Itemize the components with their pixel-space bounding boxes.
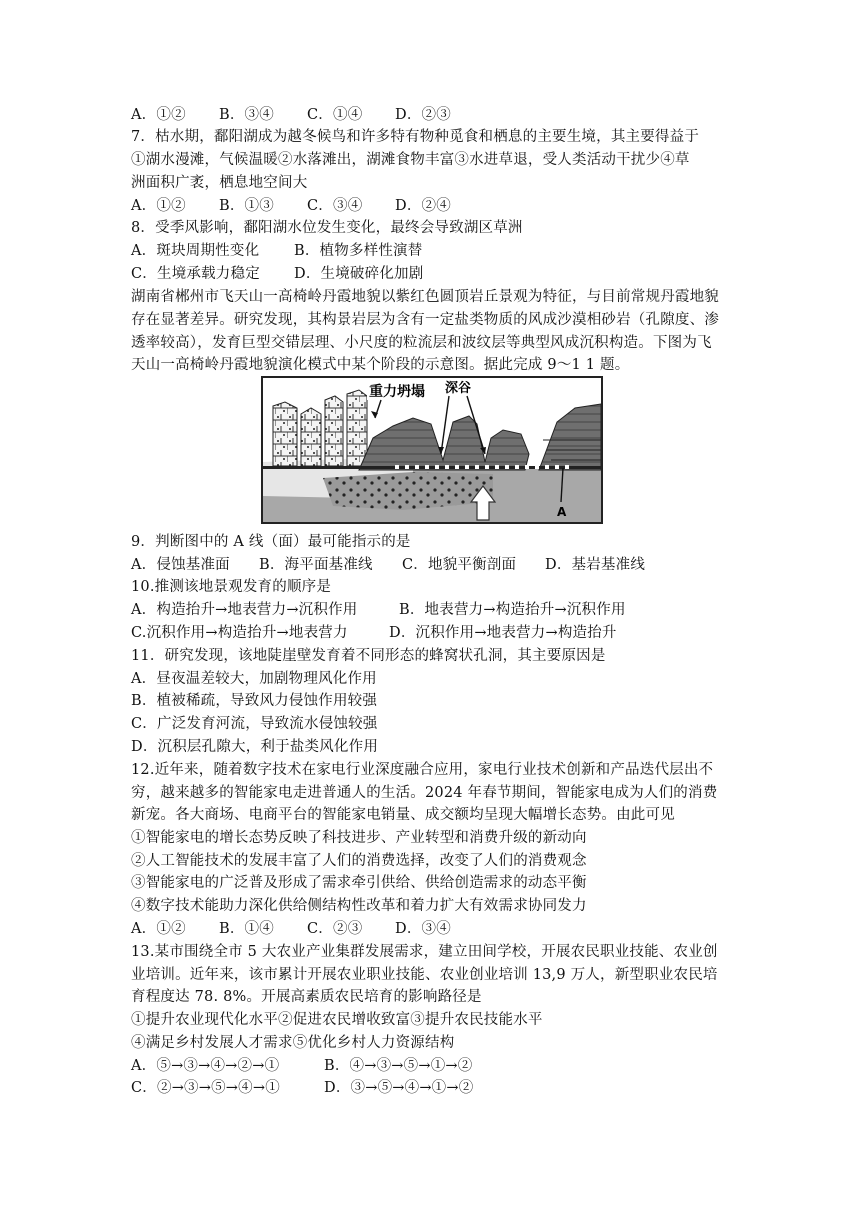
passage-line2: 存在显著差异。研究发现，其构景岩层为含有一定盐类物质的风成沙漠相砂岩（孔隙度、渗 xyxy=(131,312,719,328)
q12-item-1: ①智能家电的增长态势反映了科技进步、产业转型和消费升级的新动向 xyxy=(131,830,587,846)
label-gravity-collapse: 重力坍塌 xyxy=(369,384,425,400)
q12-item-2: ②人工智能技术的发展丰富了人们的消费选择，改变了人们的消费观念 xyxy=(131,853,587,869)
q7-items-line1: ①湖水漫滩，气候温暖②水落滩出，湖滩食物丰富③水进草退，受人类活动干扰少④草 xyxy=(131,152,690,168)
q10-option-b: B．地表营力→构造抬升→沉积作用 xyxy=(399,602,626,618)
q10-option-c: C.沉积作用→构造抬升→地表营力 xyxy=(131,625,348,641)
q10-options-row2 xyxy=(131,622,617,644)
q11-option-c: C．广泛发育河流，导致流水侵蚀较强 xyxy=(131,716,378,732)
q8-stem: 8．受季风影响，鄱阳湖水位发生变化，最终会导致湖区草洲 xyxy=(131,220,523,236)
q10-option-a: A．构造抬升→地表营力→沉积作用 xyxy=(131,602,358,618)
q8-option-a: A．斑块周期性变化 xyxy=(131,243,260,259)
q13-options-row1 xyxy=(131,1055,472,1077)
q12-option-c: C．②③ xyxy=(307,921,363,937)
passage-line4: 天山一高椅岭丹霞地貌演化模式中某个阶段的示意图。据此完成 9～1 1 题。 xyxy=(131,357,630,373)
q13-option-b: B．④→③→⑤→①→② xyxy=(324,1058,473,1074)
passage-line3: 透率较高），发育巨型交错层理、小尺度的粒流层和波纹层等典型风成沉积构造。下图为飞 xyxy=(131,335,712,351)
q6-option-c: C．①④ xyxy=(307,107,363,123)
q13-option-c: C．②→③→⑤→④→① xyxy=(131,1080,280,1096)
q7-items-line2: 洲面积广袤，栖息地空间大 xyxy=(131,175,308,191)
q8-option-c: C．生境承载力稳定 xyxy=(131,266,260,282)
q13-stem-line1: 13.某市围绕全市 5 大农业产业集群发展需求，建立田间学校，开展农民职业技能、农业创 xyxy=(131,944,718,960)
q12-options xyxy=(131,918,451,940)
q13-stem-line2: 业培训。近年来，该市累计开展农业职业技能、农业创业培训 13,9 万人，新型职业农民培 xyxy=(131,967,718,983)
q11-option-d: D．沉积层孔隙大，利于盐类风化作用 xyxy=(131,739,379,755)
q12-option-d: D．③④ xyxy=(395,921,451,937)
q12-stem-line2: 穷，越来越多的智能家电走进普通人的生活。2024 年春节期间，智能家电成为人们的消费 xyxy=(131,785,718,801)
label-deep-valley: 深谷 xyxy=(445,381,472,396)
q11-option-a: A．昼夜温差较大，加剧物理风化作用 xyxy=(131,671,377,687)
q12-stem-line3: 新宠。各大商场、电商平台的智能家电销量、成交额均呈现大幅增长态势。由此可见 xyxy=(131,807,675,823)
q7-option-b: B．①③ xyxy=(219,198,274,214)
q10-option-d: D．沉积作用→地表营力→构造抬升 xyxy=(389,625,617,641)
q13-options-row2 xyxy=(131,1077,473,1099)
rock-tower-2 xyxy=(301,408,321,466)
q8-option-d: D．生境破碎化加剧 xyxy=(294,266,424,282)
passage-line1: 湖南省郴州市飞天山一高椅岭丹霞地貌以紫红色圆顶岩丘景观为特征，与目前常规丹霞地貌 xyxy=(131,289,719,305)
q6-options xyxy=(131,104,451,126)
q7-options xyxy=(131,195,451,217)
q13-option-a: A．⑤→③→④→②→① xyxy=(131,1058,280,1074)
q13-items-line2: ④满足乡村发展人才需求⑤优化乡村人力资源结构 xyxy=(131,1035,455,1051)
q7-stem: 7．枯水期，鄱阳湖成为越冬候鸟和许多特有物种觅食和栖息的主要生境，其主要得益于 xyxy=(131,129,700,145)
q13-items-line1: ①提升农业现代化水平②促进农民增收致富③提升农民技能水平 xyxy=(131,1012,543,1028)
q11-stem: 11．研究发现，该地陡崖壁发育着不同形态的蜂窝状孔洞，其主要原因是 xyxy=(131,648,606,664)
q9-option-c: C．地貌平衡剖面 xyxy=(402,557,517,573)
q12-item-3: ③智能家电的广泛普及形成了需求牵引供给、供给创造需求的动态平衡 xyxy=(131,875,587,891)
q13-option-d: D．③→⑤→④→①→② xyxy=(324,1080,474,1096)
danxia-diagram xyxy=(261,376,603,524)
q12-item-4: ④数字技术能助力深化供给侧结构性改革和着力扩大有效需求协同发力 xyxy=(131,898,587,914)
q7-option-d: D．②④ xyxy=(395,198,451,214)
q8-options-row1 xyxy=(131,240,422,262)
q7-option-a: A．①② xyxy=(131,198,186,214)
a-line xyxy=(263,466,601,469)
q7-option-c: C．③④ xyxy=(307,198,363,214)
rock-tower-3 xyxy=(325,396,343,466)
danxia-diagram-svg xyxy=(263,378,601,522)
q6-option-a: A．①② xyxy=(131,107,186,123)
q10-options-row1 xyxy=(131,599,626,621)
q8-option-b: B．植物多样性演替 xyxy=(294,243,423,259)
q9-options xyxy=(131,554,645,576)
rock-tower-4 xyxy=(347,390,367,466)
q9-stem: 9．判断图中的 A 线（面）最可能指示的是 xyxy=(131,534,411,550)
q6-option-b: B．③④ xyxy=(219,107,274,123)
q12-stem-line1: 12.近年来，随着数字技术在家电行业深度融合应用，家电行业技术创新和产品迭代层出不 xyxy=(131,762,714,778)
rock-tower-1 xyxy=(273,402,297,466)
label-a: A xyxy=(557,505,567,519)
q6-option-d: D．②③ xyxy=(395,107,451,123)
q11-option-b: B．植被稀疏，导致风力侵蚀作用较强 xyxy=(131,693,378,709)
q12-option-a: A．①② xyxy=(131,921,186,937)
middle-ridge xyxy=(359,416,529,470)
q10-stem: 10.推测该地景观发育的顺序是 xyxy=(131,579,332,595)
q13-stem-line3: 育程度达 78. 8%。开展高素质农民培育的影响路径是 xyxy=(131,989,482,1005)
q9-option-a: A．侵蚀基准面 xyxy=(131,557,230,573)
q8-options-row2 xyxy=(131,263,423,285)
q12-option-b: B．①④ xyxy=(219,921,274,937)
q9-option-d: D．基岩基准线 xyxy=(545,557,646,573)
q9-option-b: B．海平面基准线 xyxy=(259,557,373,573)
